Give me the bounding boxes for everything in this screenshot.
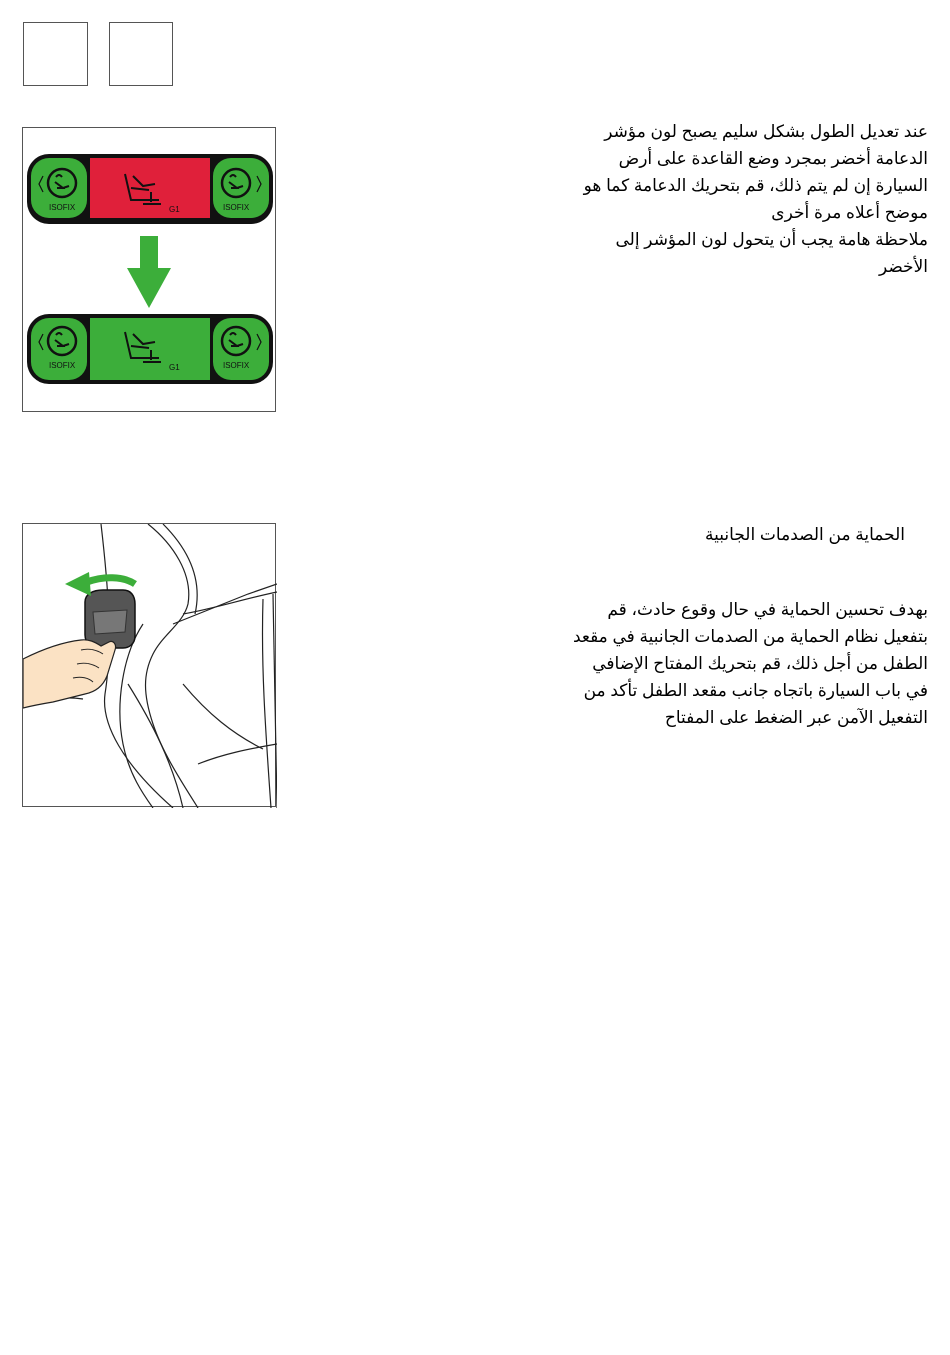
indicator-illustration (22, 127, 276, 412)
isofix-right-label: ISOFIX (223, 203, 250, 212)
side-impact-illustration (22, 523, 276, 807)
empty-square-right (109, 22, 173, 86)
side-impact-knob-icon (85, 590, 135, 648)
g1-label: G1 (169, 205, 180, 214)
side-impact-instructions: بهدف تحسين الحماية في حال وقوع حادث، قم بتفعيل نظام الحماية من الصدمات الجانبية في مقعد الطفل من أجل ذلك، قم بتحريك المفتاح الإضافي في باب السيارة باتجاه جانب مقعد الطفل تأكد من التفعيل الآمن عبر الضغط على المفتاح (572, 600, 928, 727)
isofix-left-label: ISOFIX (49, 361, 76, 370)
indicator-before (27, 154, 273, 224)
side-impact-drawing (23, 524, 277, 808)
indicator-after (27, 314, 273, 384)
down-arrow-icon (127, 236, 171, 308)
empty-square-left (23, 22, 88, 86)
g1-label: G1 (169, 363, 180, 372)
support-indicator-instructions: عند تعديل الطول بشكل سليم يصبح لون مؤشر الدعامة أخضر بمجرد وضع القاعدة على أرض السيارة إن لم يتم ذلك، قم بتحريك الدعامة كما هو موضح أعلاه مرة أخرى ملاحظة هامة يجب أن يتحول لون المؤشر إلى الأخضر (583, 122, 928, 276)
hand-illustration (23, 640, 116, 708)
isofix-right-label: ISOFIX (223, 361, 250, 370)
side-impact-heading: الحماية من الصدمات الجانبية (705, 525, 905, 544)
isofix-left-label: ISOFIX (49, 203, 76, 212)
indicator-drawing (23, 128, 277, 413)
